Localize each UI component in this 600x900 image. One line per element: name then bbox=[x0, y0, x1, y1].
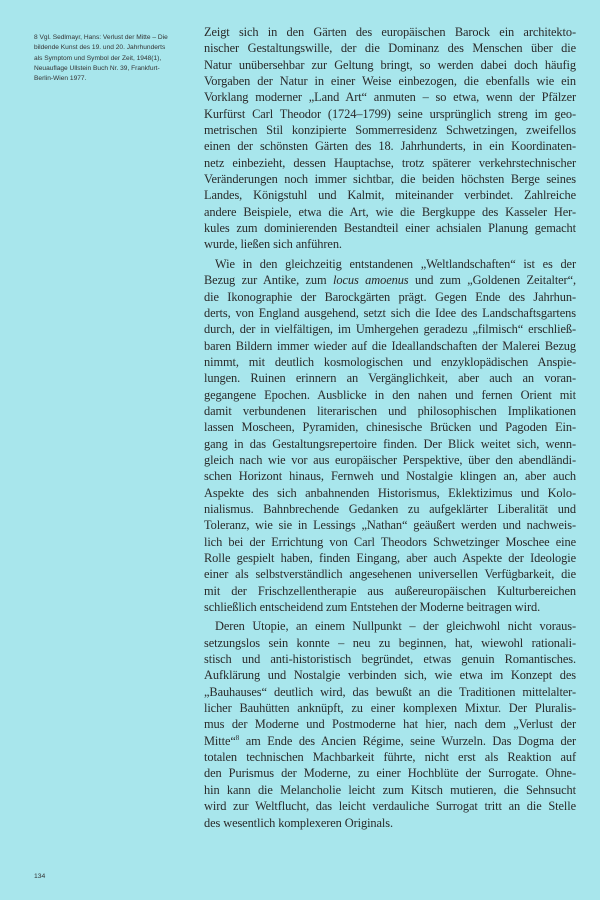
footnote-line: 8 Vgl. Sedlmayr, Hans: Verlust der Mitte – Die bbox=[34, 34, 168, 41]
text-line: Kurfürst Carl Theodor (1724–1799) seine ursprünglich streng im geo- bbox=[204, 106, 576, 121]
footnote bbox=[34, 33, 186, 84]
footnote-line: als Symptom und Symbol der Zeit, 1948(1), bbox=[34, 54, 162, 62]
text-line: Aufklärung und Nostalgie verbinden sich, wie etwa im Konzept des bbox=[204, 668, 576, 683]
text-line: lungen. Ruinen erinnern an Vergänglichkeit, aber auch an voran- bbox=[204, 371, 576, 386]
text-line: damit verbundenen literarischen und philosophischen Implikationen bbox=[204, 403, 576, 418]
footnote-line: Neuauflage Ullstein Buch Nr. 39, Frankfurt- bbox=[34, 64, 160, 72]
text-line: Veränderungen noch immer sichtbar, die beiden höchsten Berge seines bbox=[204, 172, 576, 187]
text-line: metrischen Stil konzipierte Sommerresidenz Schwetzingen, zweifellos bbox=[204, 123, 576, 138]
text-line: netz einbezieht, dessen Hauptachse, trotz späterer verkehrstechnischer bbox=[204, 155, 576, 170]
text-line: andere Beispiele, etwa die Art, wie die Bergkuppe des Kasseler Her- bbox=[204, 204, 576, 219]
text-line: gegangene Epochen. Ausblicke in den nahen und fernen Orient mit bbox=[204, 387, 576, 402]
text-line: Deren Utopie, an einem Nullpunkt – der gleichwohl nicht voraus- bbox=[215, 619, 576, 634]
text-line: Zeigt sich in den Gärten des europäischen Barock ein architekto- bbox=[204, 25, 576, 39]
text-line: mus der Moderne und Postmoderne hat hier, nach dem „Verlust der bbox=[204, 717, 576, 732]
text-line: schließlich entscheidend zum Entstehen der Moderne beitragen wird. bbox=[204, 600, 541, 615]
text-line: Vorgaben der Natur in einer Weise einbezogen, die ebenfalls wie ein bbox=[204, 74, 576, 89]
text-line: Mitte“$^8$ am Ende des Ancien Régime, seine Wurzeln. Das Dogma der bbox=[204, 733, 576, 748]
text-line: lich bei der Errichtung von Carl Theodors Schwetzinger Moschee eine bbox=[204, 534, 576, 549]
text-line: licher Bauhütten anknüpft, zu einer komplexen Mixtur. Der Pluralis- bbox=[204, 701, 576, 716]
main-text bbox=[204, 24, 576, 831]
text-line: setzungslos sein konnte – neu zu beginnen, hat, wiewohl rationali- bbox=[204, 635, 576, 650]
paragraph-1 bbox=[204, 24, 576, 253]
text-line: gleich nach wie vor aus europäischer Perspektive, über den abendländi- bbox=[204, 452, 576, 467]
text-line: wurde, ließen sich anführen. bbox=[204, 237, 342, 252]
text-line: baren Bildern immer wieder auf die Ideallandschaften der Malerei Bezug bbox=[204, 338, 576, 353]
text-line: mit der Frischzellentherapie aus außereuropäischen Kulturbereichen bbox=[204, 583, 576, 598]
text-line: durch, der in vielfältigen, im Umhergehen geradezu „filmisch“ erschließ- bbox=[204, 322, 576, 337]
paragraph-3 bbox=[204, 618, 576, 830]
text-line: nialismus. Bahnbrechende Gedanken zu aufgeklärter Liberalität und bbox=[204, 501, 576, 516]
text-line: nimmt, mit deutlich kosmologischen und enzyklopädischen Anspie- bbox=[204, 354, 576, 369]
text-line: derts, von England ausgehend, setzt sich die Idee des Landschaftsgartens bbox=[204, 305, 576, 320]
text-line: einen der schönsten Gärten des 18. Jahrhunderts, in ein Koordinaten- bbox=[204, 139, 576, 154]
text-line: Bezug zur Antike, zum locus amoenus und zum „Goldenen Zeitalter“, bbox=[204, 273, 576, 288]
text-line: den Purismus der Moderne, zu einer Hochblüte der Surrogate. Ohne- bbox=[204, 766, 576, 781]
text-line: Wie in den gleichzeitig entstandenen „Weltlandschaften“ ist es der bbox=[215, 256, 576, 271]
text-line: totalen technischen Machbarkeit führte, nicht erst als Reaktion auf bbox=[204, 750, 576, 765]
page-number: 134 bbox=[34, 873, 46, 880]
text-line: Landes, Königstuhl und Kalmit, miteinander verbindet. Zahlreiche bbox=[204, 188, 576, 203]
text-line: Vorklang moderner „Land Art“ anmuten – so etwa, wenn der Pfälzer bbox=[204, 90, 576, 105]
footnote-line: Berlin-Wien 1977. bbox=[34, 75, 87, 83]
text-line: kules zum dominierenden Bestandteil einer achsialen Planung gemacht bbox=[204, 221, 576, 236]
text-line: gang in das Gestaltungsrepertoire finden. Der Blick weitet sich, wenn- bbox=[204, 436, 576, 451]
text-line: nischer Gestaltungswille, der die Dominanz des Menschen über die bbox=[204, 41, 576, 56]
paragraph-2 bbox=[204, 256, 576, 616]
footnote-line: bildende Kunst des 19. und 20. Jahrhunderts bbox=[34, 44, 166, 52]
text-line: lassen Moscheen, Pyramiden, chinesische Brücken und Pagoden Ein- bbox=[204, 420, 576, 435]
text-line: Natur unübersehbar zur Geltung bringt, so werden dabei doch häufig bbox=[204, 57, 576, 72]
text-line: Aspekte des sich anbahnenden Historismus, Eklektizimus und Kolo- bbox=[204, 485, 576, 500]
text-line: stisch und anti-historistisch begründet, etwas genuin Romantisches. bbox=[204, 652, 576, 667]
text-line: des wesentlich komplexeren Originals. bbox=[204, 815, 393, 830]
text-line: die Ikonographie der Barockgärten prägt. Gegen Ende des Jahrhun- bbox=[204, 289, 576, 304]
text-line: Rolle gespielt haben, finden Eingang, aber auch Aspekte der Ideologie bbox=[204, 551, 576, 565]
text-line: „Bauhauses“ deutlich wird, das bewußt an die Traditionen mittelalter- bbox=[204, 684, 576, 699]
text-line: Toleranz, wie sie in Lessings „Nathan“ geäußert werden und nachweis- bbox=[204, 518, 576, 533]
text-line: wird zur Weltflucht, das leicht verdauliche Surrogat tritt an die Stelle bbox=[204, 799, 576, 814]
text-line: schen Horizont hinaus, Fernweh und Nostalgie klingen an, aber auch bbox=[204, 469, 576, 484]
text-line: hin kann die Melancholie leicht zum Kitsch mutieren, die Sehnsucht bbox=[204, 782, 576, 797]
text-line: einer als selbstverständlich angesehenen universellen Verfügbarkeit, die bbox=[204, 567, 576, 582]
